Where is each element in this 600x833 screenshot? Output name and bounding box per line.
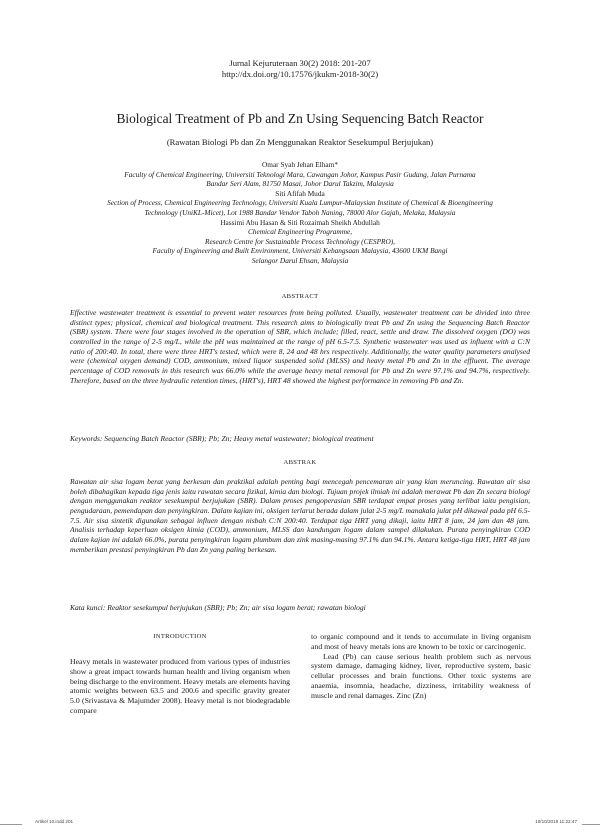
journal-header bbox=[0, 58, 600, 80]
crop-mark-right bbox=[582, 824, 600, 825]
abstract-body: Effective wastewater treatment is essential to prevent water resources from being polluted. Usually, wastewater treatment can be divided into three distinct types; physical, chemical and biological treatment. This research aims to biologically treat Pb and Zn using the Sequencing Batch Reactor (SBR) system. There were four stages involved in the operation of SBR, which include; filled, react, settle and draw. The dissolved oxygen (DO) was controlled in the range of 2-5 mg/L, while the pH was maintained at the range of pH 6.5-7.5. Synthetic wastewater was used as influent with a C:N ratio of 200:40. In total, there were three HRT's tested, which were 8, 24 and 48 hrs respectively. Additionally, the water quality parameters analysed were (chemical oxygen demand) COD, ammonium, mixed liquor suspended solid (MLSS) and heavy metal Pb and Zn in the effluent. The average percentage of COD removals in this research was 66.0% while the average heavy metal removal for Pb and Zn were 97.1% and 94.7%, respectively. Therefore, based on the three hydraulic retention times, (HRT's), HRT 48 showed the highest performance in removing Pb and Zn. bbox=[70, 308, 530, 385]
author-affiliation: Faculty of Engineering and Built Environment, Universiti Kebangsaan Malaysia, 43600 UKM Bangi bbox=[152, 246, 448, 256]
left-column bbox=[70, 657, 290, 716]
slug-timestamp: 10/10/2018 11:22:47 bbox=[535, 819, 577, 824]
abstrak-keywords: Kata kunci: Reaktor sesekumpul berjujukan (SBR); Pb; Zn; air sisa logam berat; rawatan biologi bbox=[70, 603, 366, 612]
paper-title: Biological Treatment of Pb and Zn Using Sequencing Batch Reactor bbox=[116, 111, 484, 126]
crop-mark-left bbox=[0, 824, 22, 825]
intro-paragraph-1-cont: to organic compound and it tends to accumulate in living organism and most of heavy metals ions are known to be toxic or carcinogenic. bbox=[311, 632, 531, 651]
author-name: Siti Afifah Muda bbox=[275, 188, 325, 198]
author-name: Omar Syah Jehan Elham* bbox=[262, 160, 338, 169]
author-affiliation: Faculty of Chemical Engineering, Universiti Teknologi Mara, Cawangan Johor, Kampus Pasir Gudang, Jalan Purnama bbox=[124, 169, 476, 179]
author-affiliation: Selangor Darul Ehsan, Malaysia bbox=[251, 255, 349, 265]
intro-paragraph-2: Lead (Pb) can cause serious health problem such as nervous system damage, damaging kidney, liver, reproductive system, basic cellular processes and brain functions. Other toxic systems are anaemia, insomnia, headache, dizziness, irritability weakness of muscle and renal damages. Zinc (Zn) bbox=[311, 651, 531, 700]
author-affiliation: Technology (UniKL-Micet), Lot 1988 Bandar Vendor Taboh Naning, 78000 Alor Gajah, Melaka, Malaysia bbox=[144, 207, 456, 217]
abstract-heading: ABSTRACT bbox=[281, 293, 319, 300]
intro-paragraph-1: Heavy metals in wastewater produced from various types of industries show a great impact towards human health and living organism when being discharge to the environment. Heavy metals are elements having atomic weights between 63.5 and 200.6 and specific gravity greater 5.0 (Srivastava & Majumder 2008). Heavy metal is not biodegradable compare bbox=[70, 657, 290, 715]
doi-link[interactable]: http://dx.doi.org/10.17576/jkukm-2018-30(2) bbox=[221, 69, 379, 79]
author-affiliation: Chemical Engineering Programme, bbox=[247, 227, 353, 237]
journal-citation: Jurnal Kejuruteraan 30(2) 2018: 201-207 bbox=[229, 58, 371, 68]
author-affiliation: Bandar Seri Alam, 81750 Masai, Johor Darul Takzim, Malaysia bbox=[206, 179, 394, 189]
abstrak-heading: ABSTRAK bbox=[283, 459, 317, 466]
introduction-heading: INTRODUCTION bbox=[153, 633, 207, 640]
author-affiliation: Research Centre for Sustainable Process Technology (CESPRO), bbox=[204, 236, 396, 246]
right-column bbox=[311, 632, 531, 701]
abstrak-body: Rawatan air sisa logam berat yang berkesan dan praktikal adalah penting bagi mencegah pencemaran air yang kian meruncing. Rawatan air sisa boleh dibahagikan kepada tiga jenis iaitu rawatan secara fizikal, kimia dan biologi. Tujuan projek ilmiah ini adalah merawat Pb dan Zn secara biologi dengan menggunakan reaktor sesekumpul berjujukan (SBR). Dalam proses pengoperasian SBR terdapat empat proses yang terlibat iaitu pengisian, pengudaraan, pemendapan dan penyingkiran. Dalam kajian ini, oksigen terlarut berada dalam julat 2-5 mg/L manakala julat pH dikawal pada pH 6.5-7.5. Air sisa sintetik digunakan sebagai influen dengan nisbah C:N 200:40. Terdapat tiga HRT yang dikaji, iaitu HRT 8 jam, 24 jam dan 48 jam. Analisis terhadap keperluan oksigen kimia (COD), ammonium, MLSS dan kandungan logam dalam sampel dilakukan. Purata penyingkiran COD dalam kajian ini adalah 66.0%, purata penyingkiran logam plumbum dan zink masing-masing 97.1% dan 94.1%. Antara ketiga-tiga HRT, HRT 48 jam memberikan prestasi penyingkiran Pb dan Zn yang paling berkesan. bbox=[70, 477, 530, 554]
author-affiliation: Section of Process, Chemical Engineering Technology, Universiti Kuala Lumpur-Malaysian Institute of Chemical & Bioengineering bbox=[107, 198, 493, 208]
print-slug bbox=[0, 818, 600, 830]
slug-file-info: Artikel 10.indd 201 bbox=[35, 819, 74, 824]
paper-subtitle: (Rawatan Biologi Pb dan Zn Menggunakan Reaktor Sesekumpul Berjujukan) bbox=[166, 137, 434, 147]
author-block bbox=[70, 160, 530, 266]
author-name: Hassimi Abu Hasan & Siti Rozaimah Sheikh Abdullah bbox=[220, 217, 380, 227]
abstract-keywords: Keywords: Sequencing Batch Reactor (SBR); Pb; Zn; Heavy metal wastewater; biological treatment bbox=[70, 434, 374, 443]
